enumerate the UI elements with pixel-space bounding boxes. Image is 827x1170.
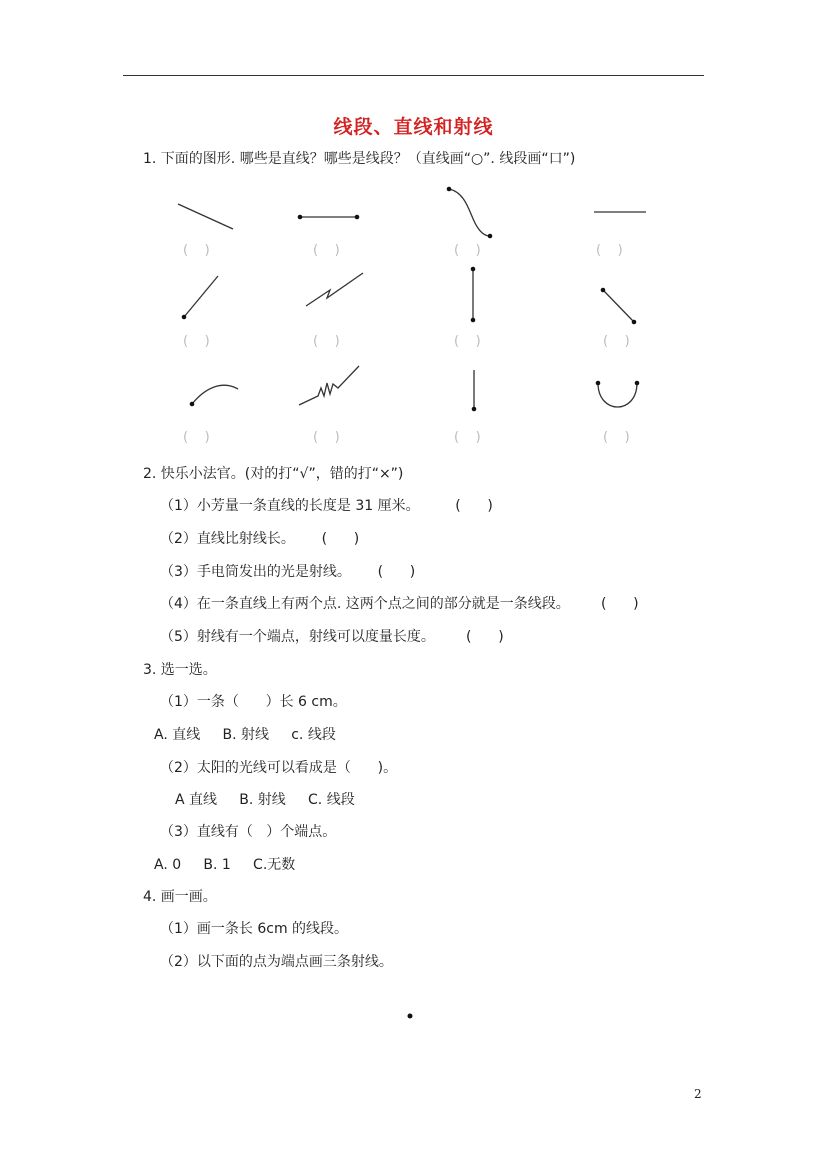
choice-question-1: （1）一条（ ）长 6 cm。: [160, 694, 347, 710]
answer-blank[interactable]: ( ): [313, 430, 340, 445]
endpoint-dot: [298, 215, 303, 220]
fig-3-curve: [449, 189, 490, 236]
endpoint-dot: [632, 320, 637, 325]
endpoint-dot: [635, 381, 640, 386]
fig-10-zigzag: [299, 366, 359, 405]
page-title: 线段、直线和射线: [333, 116, 494, 138]
question-1: 1. 下面的图形. 哪些是直线？哪些是线段？（直线画“○”. 线段画“口”): [143, 151, 576, 167]
page-number: 2: [694, 1087, 702, 1101]
answer-blank[interactable]: ( ): [454, 334, 481, 349]
endpoint-dot: [471, 267, 476, 272]
answer-blank[interactable]: ( ): [454, 430, 481, 445]
ray-origin-dot: [408, 1014, 413, 1019]
endpoint-dot: [182, 315, 187, 320]
draw-task-1: （1）画一条长 6cm 的线段。: [160, 921, 349, 937]
endpoint-dot: [447, 187, 452, 192]
judge-item-2: （2）直线比射线长。 ( ): [160, 531, 360, 547]
answer-blank[interactable]: ( ): [603, 430, 630, 445]
choice-options-1: A. 直线 B. 射线 c. 线段: [154, 727, 336, 743]
endpoint-dot: [596, 381, 601, 386]
answer-blank[interactable]: ( ): [183, 334, 210, 349]
judge-item-5: （5）射线有一个端点，射线可以度量长度。 ( ): [160, 629, 504, 645]
answer-blank[interactable]: ( ): [183, 243, 210, 258]
answer-blank[interactable]: ( ): [313, 334, 340, 349]
choice-options-2: A 直线 B. 射线 C. 线段: [175, 792, 355, 808]
draw-task-2: （2）以下面的点为端点画三条射线。: [160, 954, 393, 970]
question-3: 3. 选一选。: [143, 662, 217, 678]
choice-question-3: （3）直线有（ ）个端点。: [160, 824, 337, 840]
answer-blank[interactable]: ( ): [603, 334, 630, 349]
endpoint-dot: [601, 288, 606, 293]
choice-question-2: （2）太阳的光线可以看成是（ )。: [160, 760, 398, 776]
judge-item-1: （1）小芳量一条直线的长度是 31 厘米。 ( ): [160, 498, 493, 514]
question-2: 2. 快乐小法官。(对的打“√”，错的打“×”): [143, 466, 404, 482]
fig-6-zigzag: [306, 273, 363, 306]
fig-12-arc: [598, 383, 637, 407]
fig-1-line: [178, 204, 233, 229]
choice-options-3: A. 0 B. 1 C.无数: [154, 857, 296, 873]
endpoint-dot: [355, 215, 360, 220]
endpoint-dot: [472, 407, 477, 412]
fig-9-arc-ray: [192, 385, 238, 404]
judge-item-4: （4）在一条直线上有两个点. 这两个点之间的部分就是一条线段。 ( ): [160, 596, 639, 612]
endpoint-dot: [488, 234, 493, 239]
answer-blank[interactable]: ( ): [454, 243, 481, 258]
fig-8-segment: [603, 290, 634, 322]
answer-blank[interactable]: ( ): [596, 243, 623, 258]
answer-blank[interactable]: ( ): [313, 243, 340, 258]
question-4: 4. 画一画。: [143, 889, 217, 905]
endpoint-dot: [471, 318, 476, 323]
fig-5-ray: [184, 276, 218, 317]
judge-item-3: （3）手电筒发出的光是射线。 ( ): [160, 564, 416, 580]
answer-blank[interactable]: ( ): [183, 430, 210, 445]
endpoint-dot: [190, 402, 195, 407]
